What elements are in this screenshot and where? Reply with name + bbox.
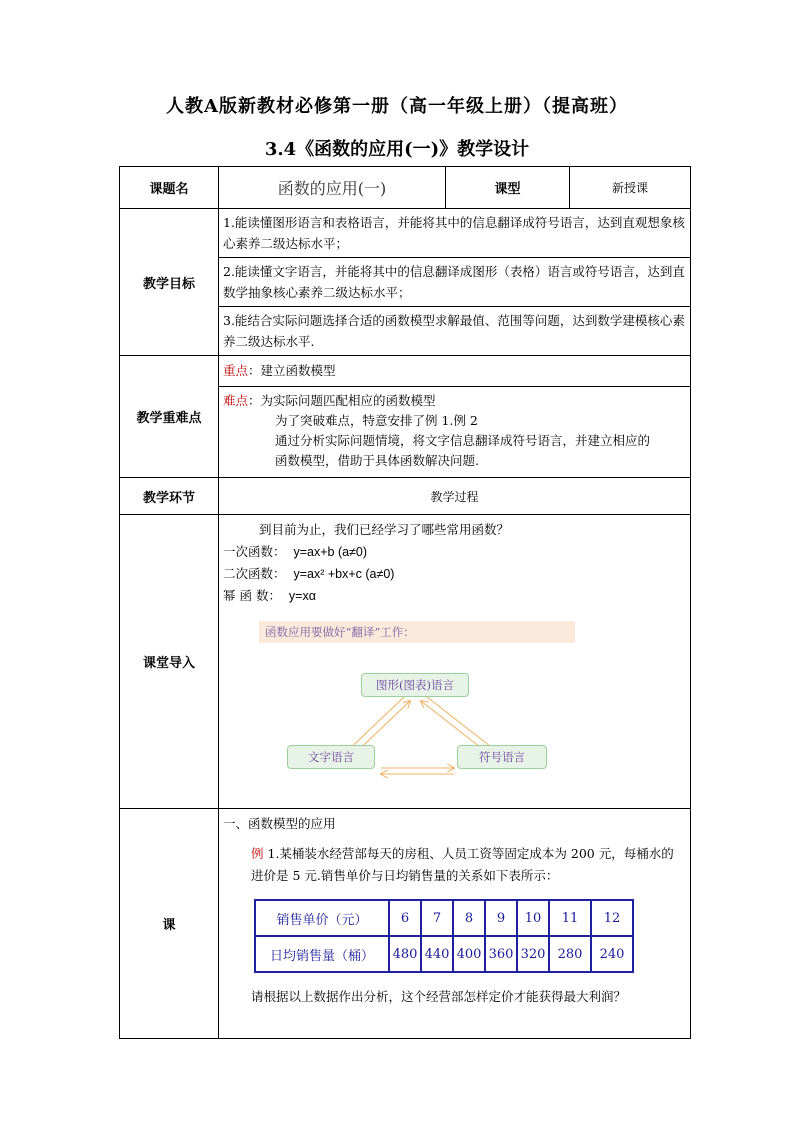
func-linear-name: 一次函数： xyxy=(223,544,286,559)
keys-cell xyxy=(219,356,691,478)
difficulty-text: ：为实际问题匹配相应的函数模型 xyxy=(248,393,436,408)
table-cell: 10 xyxy=(517,900,549,936)
language-diagram xyxy=(219,673,689,803)
topic-value: 函数的应用(一) xyxy=(219,167,446,209)
table-row xyxy=(255,900,633,936)
table-row xyxy=(255,936,633,972)
goal-item: 1.能读懂图形语言和表格语言，并能将其中的信息翻译成符号语言，达到直观想象核心素养二级达标水平； xyxy=(219,209,690,258)
goal-item: 2.能读懂文字语言，并能将其中的信息翻译成图形（表格）语言或符号语言，达到直数学抽象核心素养二级达标水平； xyxy=(219,258,690,307)
func-power-formula: y=xα xyxy=(288,589,316,603)
intro-cell xyxy=(219,515,691,809)
goals-cell xyxy=(219,209,691,356)
goal-item: 3.能结合实际问题选择合适的函数模型求解最值、范围等问题，达到数学建模核心素养二级达标水平. xyxy=(223,313,685,349)
func-quadratic xyxy=(223,563,686,585)
keys-label: 教学重难点 xyxy=(120,356,219,478)
table-cell: 11 xyxy=(549,900,591,936)
keys-line5: 函数模型，借助于具体函数解决问题. xyxy=(275,453,479,468)
func-power xyxy=(223,585,686,607)
table-cell: 240 xyxy=(591,936,633,972)
topic-label: 课题名 xyxy=(120,167,219,209)
func-linear-formula: y=ax+b (a≠0) xyxy=(293,545,368,559)
func-quadratic-name: 二次函数： xyxy=(223,566,286,581)
process-label: 教学过程 xyxy=(219,478,691,515)
table-cell: 360 xyxy=(485,936,517,972)
node-symbol-language: 符号语言 xyxy=(457,745,547,769)
example-question: 请根据以上数据作出分析，这个经营部怎样定价才能获得最大利润？ xyxy=(251,989,627,1004)
intro-block xyxy=(219,515,690,611)
goals-label: 教学目标 xyxy=(120,209,219,356)
table-cell: 12 xyxy=(591,900,633,936)
focus-text: ：建立函数模型 xyxy=(248,363,336,378)
example-text: 1.某桶装水经营部每天的房租、人员工资等固定成本为 200 元，每桶水的进价是 5 元.销售单价与日均销售量的关系如下表所示： xyxy=(251,846,674,883)
table-cell: 280 xyxy=(549,936,591,972)
example-1 xyxy=(219,837,690,887)
type-label: 课型 xyxy=(446,167,570,209)
translation-banner: 函数应用要做好“翻译”工作： xyxy=(259,621,575,643)
node-graphic-language: 图形(图表)语言 xyxy=(361,673,469,697)
row-label: 销售单价（元） xyxy=(255,900,389,936)
focus-line xyxy=(219,356,690,387)
table-cell: 440 xyxy=(421,936,453,972)
doc-title: 人教A版新教材必修第一册（高一年级上册）（提高班） xyxy=(166,96,628,117)
table-cell: 400 xyxy=(453,936,485,972)
node-text-language: 文字语言 xyxy=(287,745,375,769)
func-power-name: 幂 函 数： xyxy=(223,588,281,603)
keys-line3: 为了突破难点，特意安排了例 1.例 2 xyxy=(275,413,478,428)
intro-label: 课堂导入 xyxy=(120,515,219,809)
lesson-label: 课 xyxy=(120,809,219,1039)
focus-tag: 重点 xyxy=(223,363,249,378)
difficulty-line xyxy=(219,391,690,411)
table-cell: 7 xyxy=(421,900,453,936)
stage-label: 教学环节 xyxy=(120,478,219,515)
table-cell: 480 xyxy=(389,936,421,972)
sales-table xyxy=(254,899,634,973)
table-cell: 320 xyxy=(517,936,549,972)
func-linear xyxy=(223,541,686,563)
type-value: 新授课 xyxy=(570,167,691,209)
table-cell: 6 xyxy=(389,900,421,936)
row-label: 日均销售量（桶） xyxy=(255,936,389,972)
keys-line4: 通过分析实际问题情境，将文字信息翻译成符号语言，并建立相应的 xyxy=(275,433,651,448)
intro-question: 到目前为止，我们已经学习了哪些常用函数？ xyxy=(259,522,510,537)
lesson-cell xyxy=(219,809,691,1039)
table-cell: 8 xyxy=(453,900,485,936)
func-quadratic-formula: y=ax² +bx+c (a≠0) xyxy=(293,567,395,581)
table-cell: 9 xyxy=(485,900,517,936)
difficulty-tag: 难点 xyxy=(223,393,249,408)
doc-subtitle: 3.4《函数的应用(一)》教学设计 xyxy=(264,139,530,160)
example-tag: 例 xyxy=(251,846,264,861)
lesson-plan-table xyxy=(119,166,691,1039)
section-heading: 一、函数模型的应用 xyxy=(223,816,336,831)
